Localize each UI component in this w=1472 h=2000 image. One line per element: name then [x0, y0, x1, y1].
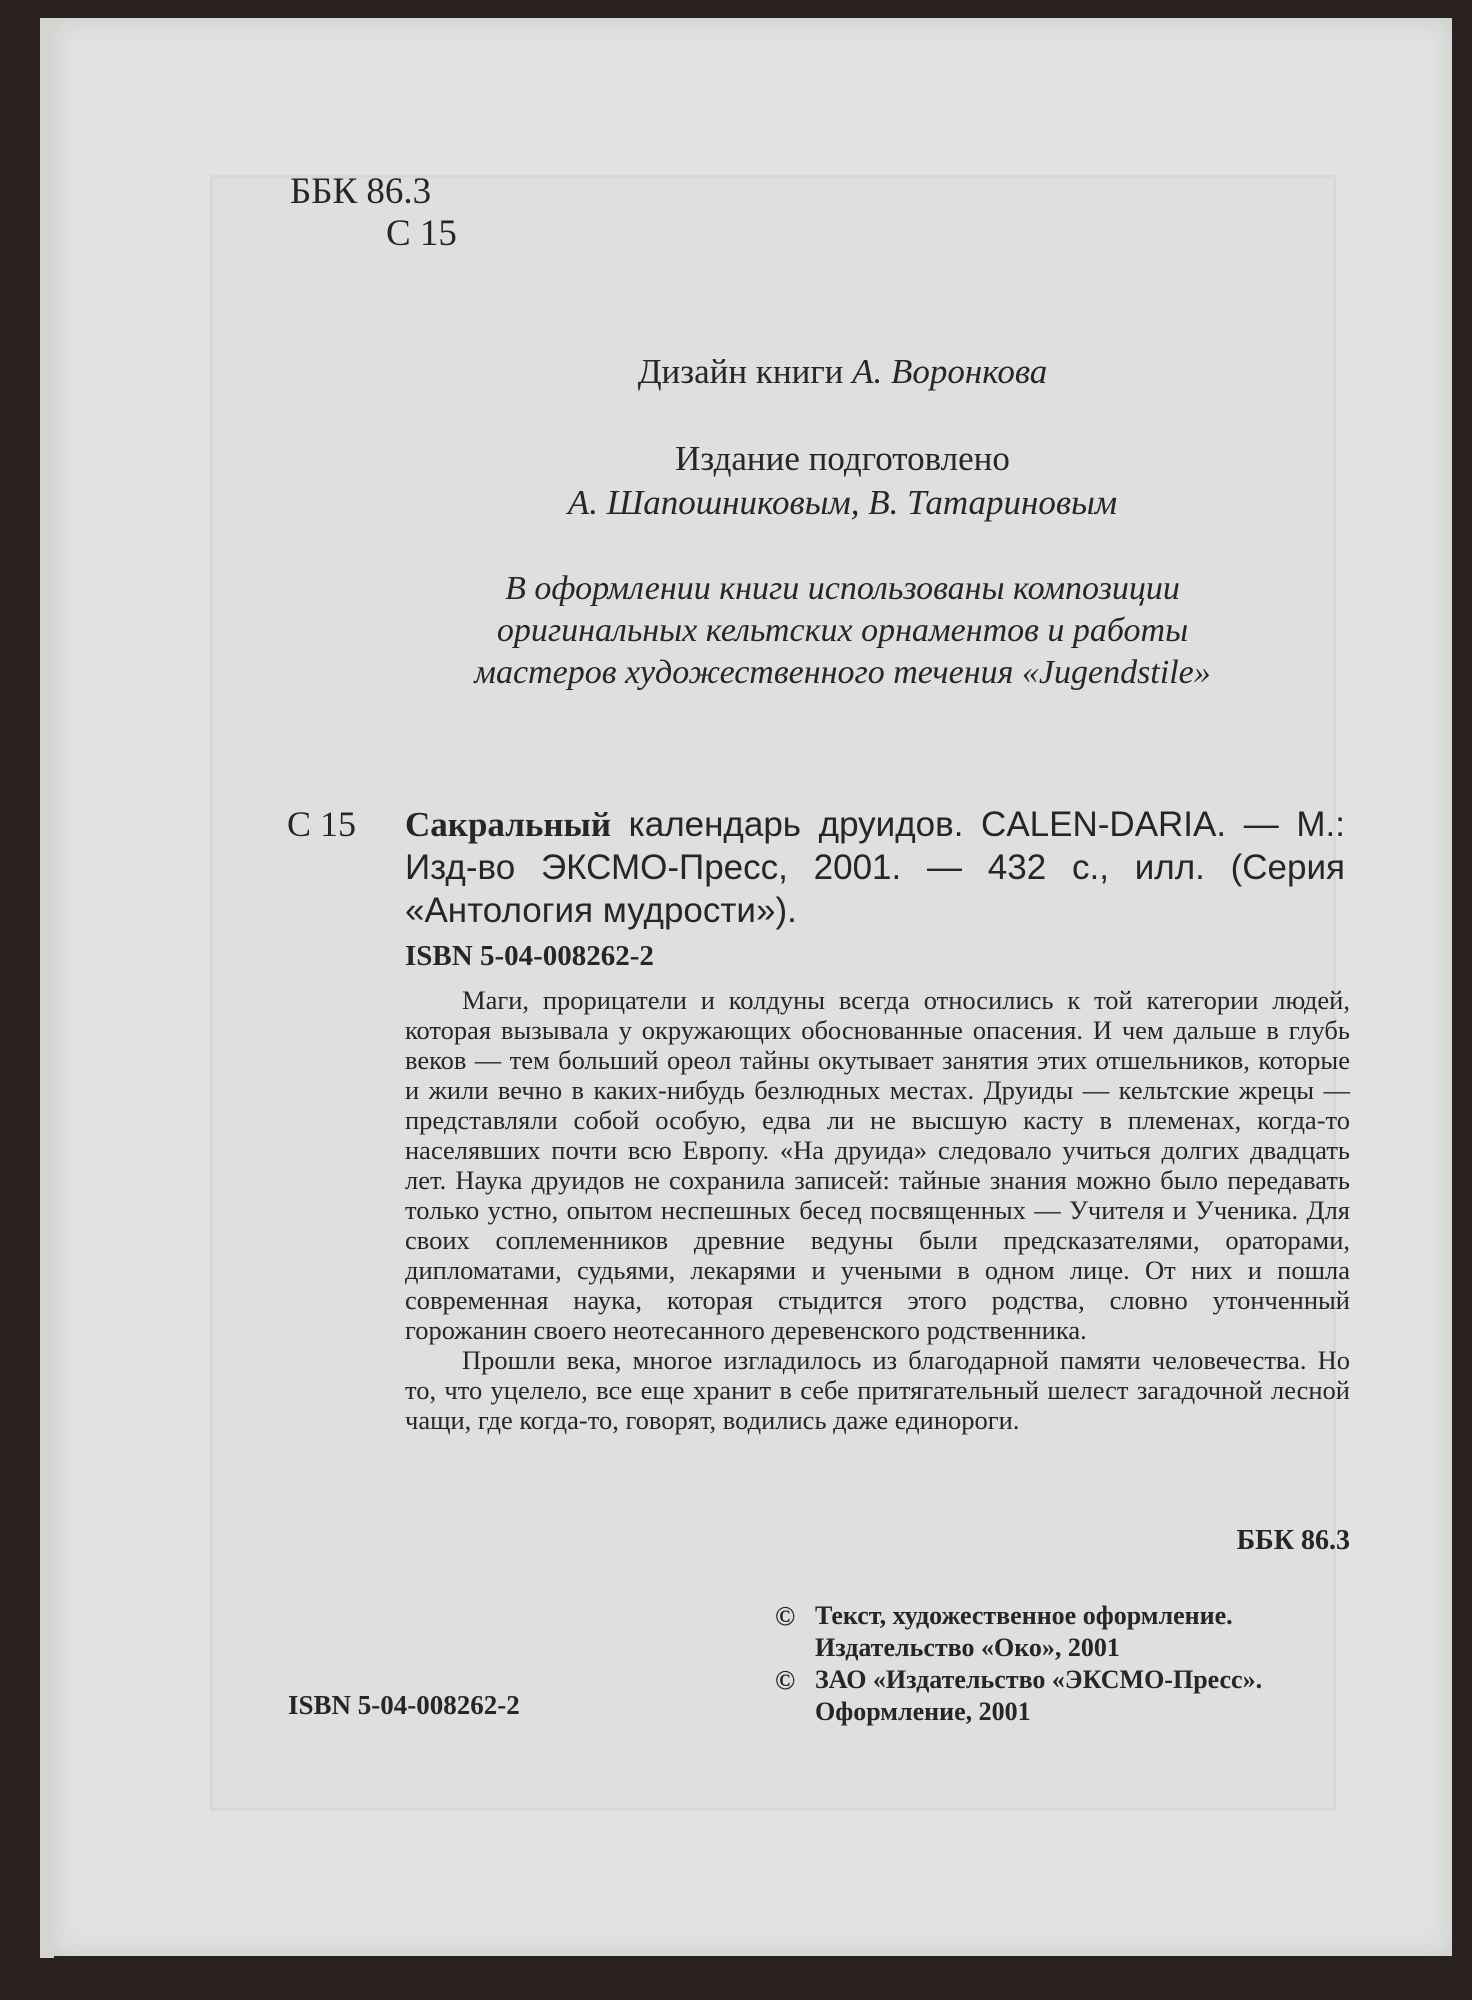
isbn-bottom: ISBN 5-04-008262-2	[288, 1690, 520, 1720]
design-credit-label: Дизайн книги	[637, 352, 844, 391]
decoration-note-line2: оригинальных кельтских орнаментов и работы	[496, 612, 1189, 649]
decoration-note-line3: мастеров художественного течения «Jugendstile»	[474, 654, 1211, 691]
author-mark-top: С 15	[386, 213, 457, 254]
catalog-title-bold: Сакральный	[405, 805, 612, 844]
abstract-paragraph-2: Прошли века, многое изгладилось из благодарной памяти человечества. Но то, что уцелело, все еще хранит в себе притягательный шелест загадочной лесной чащи, где когда-то, говорят, водились даже единороги.	[405, 1345, 1350, 1435]
copyright-item-design	[775, 1664, 1375, 1728]
abstract-paragraph-1: Маги, прорицатели и колдуны всегда относились к той категории людей, которая вызывала у окружающих обоснованные опасения. И чем дальше в глубь веков — тем больший ореол тайны окутывает занятия этих отшельников, которые и жили вечно в каких-нибудь безлюдных местах. Друиды — кельтские жрецы — представляли собой особую, едва ли не высшую касту в племенах, когда-то населявших почти всю Европу. «На друида» следовало учиться долгих двадцать лет. Наука друидов не сохранила записей: тайные знания можно было передавать только устно, опытом неспешных бесед посвященных — Учителя и Ученика. Для своих соплеменников древние ведуны были предсказателями, ораторами, дипломатами, судьями, лекарями и учеными в одном лице. От них и пошла современная наука, которая стыдится этого родства, словно утонченный горожанин своего неотесанного деревенского родственника.	[405, 985, 1350, 1345]
copyright-block	[775, 1600, 1375, 1728]
catalog-title-entry	[405, 803, 1345, 932]
catalog-title-rest: календарь друидов. CALEN-DARIA. — М.: Изд-во ЭКСМО-Пресс, 2001. — 432 с., илл. (Серия «Антология мудрости»).	[405, 805, 1345, 930]
copyright-item1-line2: Издательство «Око», 2001	[815, 1633, 1120, 1662]
design-credit	[300, 352, 1385, 392]
copyright-item1-line1: Текст, художественное оформление.	[815, 1601, 1233, 1630]
edition-credit-line2: А. Шапошниковым, В. Татариновым	[567, 483, 1118, 522]
copyright-item-text	[775, 1600, 1375, 1664]
catalog-isbn: ISBN 5-04-008262-2	[405, 940, 654, 972]
decoration-note-line1: В оформлении книги использованы композиции	[505, 570, 1180, 607]
edition-credit	[300, 437, 1385, 525]
copyright-item2-line1: ЗАО «Издательство «ЭКСМО-Пресс».	[815, 1665, 1263, 1694]
edition-credit-line1: Издание подготовлено	[675, 439, 1010, 478]
abstract	[405, 985, 1350, 1435]
copyright-symbol: ©	[775, 1601, 796, 1631]
decoration-note	[300, 568, 1385, 694]
bbk-code-top: ББК 86.3	[290, 171, 432, 212]
design-credit-name: А. Воронкова	[852, 352, 1048, 391]
catalog-author-mark: С 15	[287, 804, 357, 844]
copyright-symbol: ©	[775, 1665, 796, 1695]
bbk-code-bottom: ББК 86.3	[1236, 1525, 1350, 1556]
copyright-item2-line2: Оформление, 2001	[815, 1697, 1031, 1726]
